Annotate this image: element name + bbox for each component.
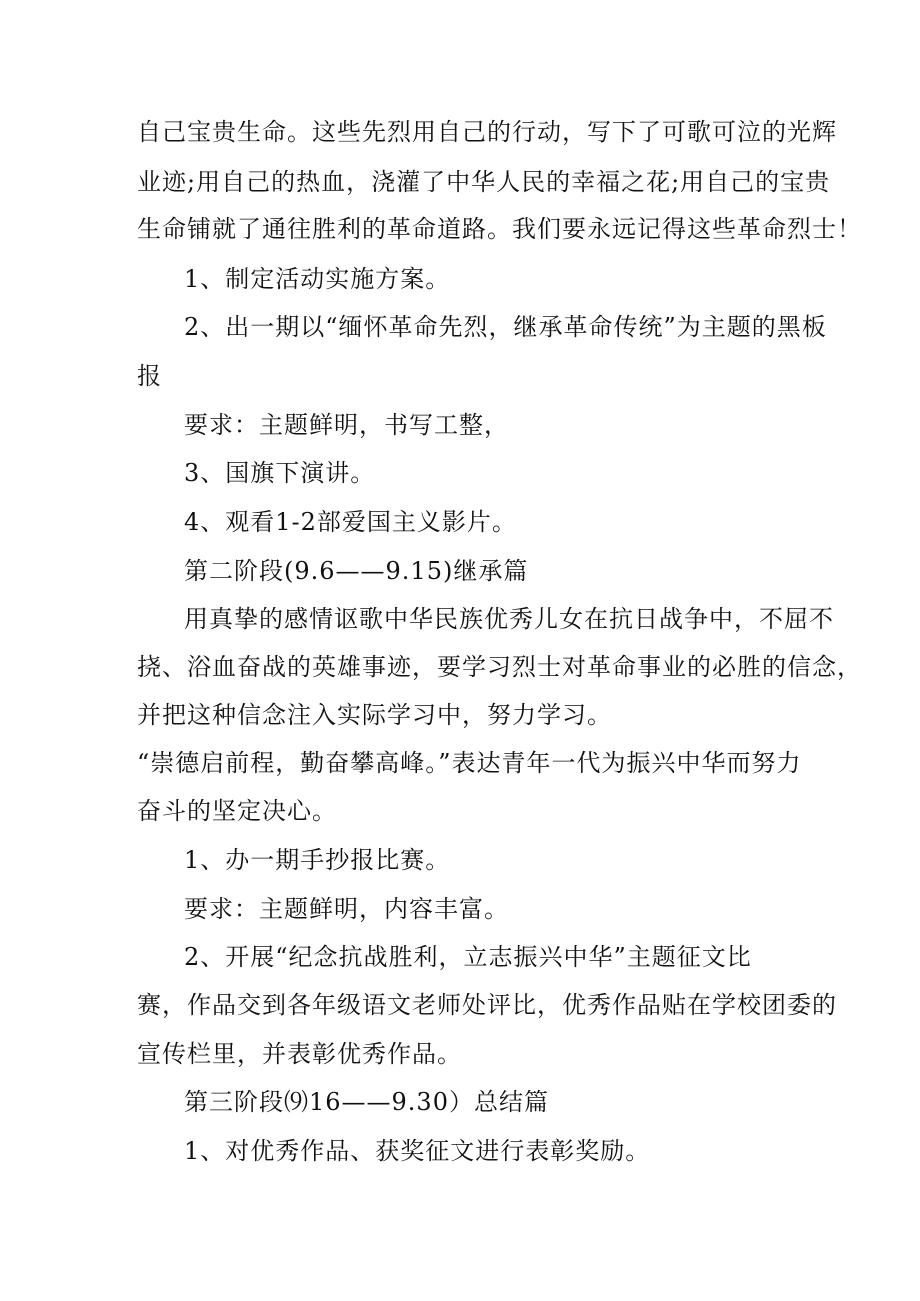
- list-item: 4、观看1-2部爱国主义影片。: [184, 508, 517, 536]
- body-text-line: 自己宝贵生命。这些先烈用自己的行动，写下了可歌可泣的光辉: [137, 118, 837, 146]
- stage-heading: 第三阶段⑼16——9.30）总结篇: [184, 1088, 549, 1116]
- stage-heading: 第二阶段(9.6——9.15)继承篇: [184, 557, 529, 585]
- body-text-line: 挠、浴血奋战的英雄事迹，要学习烈士对革命事业的必胜的信念，: [137, 653, 862, 681]
- requirement-text: 要求：主题鲜明，书写工整，: [184, 411, 509, 439]
- list-item: 2、出一期以“缅怀革命先烈，继承革命传统”为主题的黑板: [184, 313, 827, 341]
- body-text-line: 赛，作品交到各年级语文老师处评比，优秀作品贴在学校团委的: [137, 991, 837, 1019]
- list-item: 3、国旗下演讲。: [184, 459, 376, 487]
- body-text-line: “崇德启前程，勤奋攀高峰。”表达青年一代为振兴中华而努力: [137, 749, 802, 777]
- body-text-line: 报: [137, 362, 162, 390]
- list-item: 2、开展“纪念抗战胜利，立志振兴中华”主题征文比: [184, 943, 752, 971]
- list-item: 1、办一期手抄报比赛。: [184, 846, 451, 874]
- body-text-line: 用真挚的感情讴歌中华民族优秀儿女在抗日战争中，不屈不: [184, 605, 834, 633]
- body-text-line: 奋斗的坚定决心。: [137, 797, 337, 825]
- requirement-text: 要求：主题鲜明，内容丰富。: [184, 895, 509, 923]
- body-text-line: 业迹;用自己的热血，浇灌了中华人民的幸福之花;用自己的宝贵: [137, 168, 831, 196]
- body-text-line: 并把这种信念注入实际学习中，努力学习。: [137, 701, 612, 729]
- body-text-line: 宣传栏里，并表彰优秀作品。: [137, 1040, 462, 1068]
- list-item: 1、对优秀作品、获奖征文进行表彰奖励。: [184, 1137, 651, 1165]
- list-item: 1、制定活动实施方案。: [184, 265, 451, 293]
- body-text-line: 生命铺就了通往胜利的革命道路。我们要永远记得这些革命烈士！: [137, 215, 862, 243]
